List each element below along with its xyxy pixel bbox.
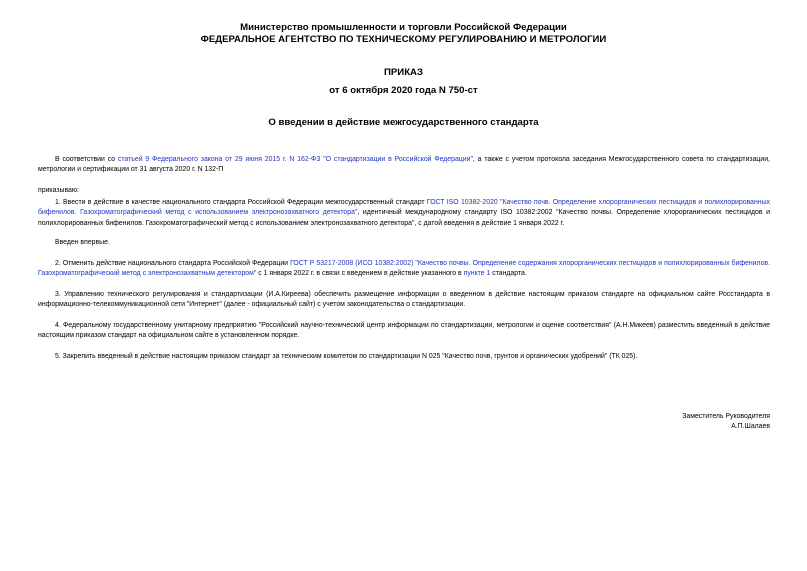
item-1-text-1: 1. Ввести в действие в качестве национального стандарта Российской Федерации межгосударственный стандарт (55, 199, 427, 206)
item-1-text-2: , идентичный международному стандарту ISO 10382:2002 "Качество почвы. Определение хлорорганических пестицидов и полихлорированных бифенилов. Газохроматографический метод с использованием электронозахватного детектора", с датой введения в действие 1 января 2022 г. (38, 209, 770, 227)
item-3-paragraph: 3. Управлению технического регулирования и стандартизации (И.А.Киреева) обеспечить размещение информации о введенном в действие настоящим приказом стандарте на официальном сайте Росстандарта в информационно-телекоммуникационной сети "Интернет" (далее - официальный сайт) с учетом законодательства о стандартизации. (38, 291, 770, 309)
item-1-reference-link[interactable]: пункте 1 (463, 270, 491, 278)
order-word: приказываю: (38, 187, 79, 194)
date-number-heading: от 6 октября 2020 года N 750-ст (329, 85, 478, 96)
item-2-text-1: 2. Отменить действие национального стандарта Российской Федерации (55, 260, 291, 267)
item-2-text-2: с 1 января 2022 г. в связи с введением в действие указанного в (256, 270, 464, 278)
item-1-paragraph (38, 198, 770, 229)
signatory-position: Заместитель Руководителя (682, 413, 770, 420)
doc-type-heading: ПРИКАЗ (384, 67, 423, 78)
intro-text-1: В соответствии со (55, 156, 118, 163)
item-2-text-3: стандарта. (490, 270, 527, 278)
gost-r-53217-link[interactable]: ГОСТ Р 53217-2008 (ИСО 10382:2002) "Качество почвы. Определение содержания хлорорганических пестицидов и полихлорированных бифенилов. Газохроматографический метод с электронозахватным детектором" (38, 260, 771, 278)
intro-text-2: , а также с учетом протокола заседания Межгосударственного совета по стандартизации, метрологии и сертификации от 31 августа 2020 г. N 132-П (38, 156, 770, 174)
item-5-paragraph: 5. Закрепить введенный в действие настоящим приказом стандарт за техническим комитетом по стандартизации N 025 "Качество почв, грунтов и органических удобрений" (ТК 025). (55, 353, 638, 360)
item-4-paragraph: 4. Федеральному государственному унитарному предприятию "Российский научно-технический центр информации по стандартизации, метрологии и оценке соответствия" (А.Н.Микеев) разместить введенный в действие настоящим приказом стандарт на официальном сайте в установленном порядке. (38, 322, 770, 340)
agency-heading: ФЕДЕРАЛЬНОЕ АГЕНТСТВО ПО ТЕХНИЧЕСКОМУ РЕГУЛИРОВАНИЮ И МЕТРОЛОГИИ (200, 34, 607, 45)
item-2-paragraph (38, 259, 770, 280)
signature-block (682, 412, 770, 433)
introduced-note: Введен впервые. (55, 239, 110, 246)
federal-law-link[interactable]: статьей 9 Федерального закона от 29 июня 2015 г. N 162-ФЗ "О стандартизации в Российской Федерации" (117, 156, 473, 163)
signatory-name: А.П.Шалаев (731, 423, 770, 431)
subject-heading: О введении в действие межгосударственного стандарта (268, 117, 539, 128)
ministry-heading: Министерство промышленности и торговли Российской Федерации (240, 22, 567, 33)
intro-paragraph (38, 155, 770, 176)
gost-iso-10382-link[interactable]: ГОСТ ISO 10382-2020 "Качество почв. Определение хлорорганических пестицидов и полихлорированных бифенилов. Газохроматографический метод с использованием электронозахватного детектора" (38, 199, 770, 217)
